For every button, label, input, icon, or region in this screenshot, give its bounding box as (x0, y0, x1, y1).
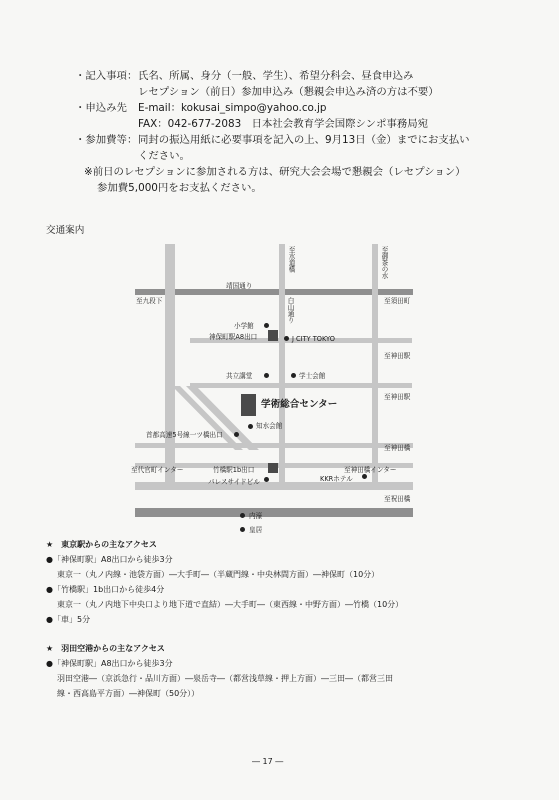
fax-text: FAX：042-677-2083 日本社会教育学会国際シンポ事務局宛 (138, 118, 429, 130)
label-daikancho: 至代官町インター (131, 466, 184, 474)
note-line1: ※前日のレセプションに参加される方は、研究大会会場で懇親会（レセプション） (84, 166, 466, 178)
label-uchibori: 内濠 (249, 512, 263, 520)
label-shogakukan: 小学館 (234, 322, 254, 330)
haneda-item1: ●「神保町駅」A8出口から徒歩3分 (46, 659, 173, 668)
label-kokyo: 皇居 (249, 526, 263, 534)
tokyo-item3: ●「車」5分 (46, 615, 91, 624)
tokyo-item2: ●「竹橋駅」1b出口から徒歩4分 (46, 585, 165, 594)
fee-line1: 同封の振込用紙に必要事項を記入の上、9月13日（金）までにお支払い (138, 134, 470, 146)
label-shukuba: 至祝田橋 (384, 495, 411, 503)
email-text: E-mail：kokusai_simpo@yahoo.co.jp (138, 102, 327, 114)
item-line1: 氏名、所属、身分（一般、学生）、希望分科会、昼食申込み (138, 70, 414, 82)
label-ochanomizu: 至御茶の水 (380, 246, 388, 279)
note-line2: 参加費5,000円をお支払ください。 (97, 182, 262, 194)
label-suidobashi: 至水道橋 (287, 246, 295, 273)
palaceside-dot (264, 477, 269, 482)
tokyo-route1: 東京一（丸ノ内線・池袋方面）―大手町―（半蔵門線・中央林間方面）―神保町（10分） (57, 570, 380, 579)
apply-label: ・申込み先 (75, 102, 127, 114)
label-hakusan: 白山通り (286, 297, 294, 324)
label-kanda3: 至神田橋 (384, 444, 411, 452)
label-shutoko: 首都高速5号線一ツ橋出口 (146, 431, 223, 439)
label-kyoritsu: 共立講堂 (226, 372, 253, 380)
label-jcity: J CITY TOKYO (292, 335, 335, 343)
label-chisui: 知水会館 (256, 422, 283, 430)
shutoko-dot (234, 432, 239, 437)
fee-label: ・参加費等： (75, 134, 138, 146)
haneda-route1: 羽田空港―（京浜急行・品川方面）―泉岳寺―（都営浅草線・押上方面）―三田―（都営三田 (57, 674, 393, 683)
label-kanda2: 至神田駅 (384, 393, 411, 401)
label-center: 学術総合センター (261, 399, 338, 410)
label-jinbocho-a8: 神保町駅A8出口 (209, 333, 258, 341)
item-label: ・記入事項： (75, 70, 138, 82)
label-gakushikaikan: 学士会館 (299, 372, 326, 380)
label-sudacho: 至須田町 (384, 297, 411, 305)
label-takebashi: 竹橋駅1b出口 (213, 466, 255, 474)
shogakukan-dot (264, 323, 269, 328)
jcity-dot (284, 336, 289, 341)
label-palaceside: パレスサイドビル (208, 478, 260, 486)
tokyo-item1: ●「神保町駅」A8出口から徒歩3分 (46, 555, 173, 564)
tokyo-heading: ★ 東京駅からの主なアクセス (46, 540, 157, 549)
takebashi-exit-marker (268, 463, 278, 473)
label-kanda1: 至神田駅 (384, 352, 411, 360)
kokyo-dot (240, 527, 245, 532)
uchibori-dot (240, 513, 245, 518)
label-kkr: KKRホテル (320, 475, 353, 483)
item-line2: レセプション（前日）参加申込み（懇親会申込み済の方は不要） (138, 86, 439, 98)
label-yasukuni: 靖国通り (226, 282, 253, 290)
kkr-dot (362, 474, 367, 479)
label-kandabashi-ic: 至神田橋インター (344, 466, 397, 474)
jinbocho-exit-marker (268, 330, 278, 341)
fee-line2: ください。 (138, 150, 190, 162)
gakushikaikan-dot (291, 373, 296, 378)
chisui-dot (248, 424, 253, 429)
haneda-heading: ★ 羽田空港からの主なアクセス (46, 644, 165, 653)
label-kudanshita: 至九段下 (136, 297, 163, 305)
map-heading: 交通案内 (46, 225, 85, 236)
page-number: ― 17 ― (252, 757, 284, 766)
center-building (241, 394, 256, 416)
haneda-route2: 線・西高島平方面）―神保町（50分）） (57, 689, 200, 698)
tokyo-route2: 東京一（丸ノ内地下中央口より地下道で直結）―大手町―（東西線・中野方面）―竹橋（10分） (57, 600, 404, 609)
kyoritsu-dot (264, 373, 269, 378)
